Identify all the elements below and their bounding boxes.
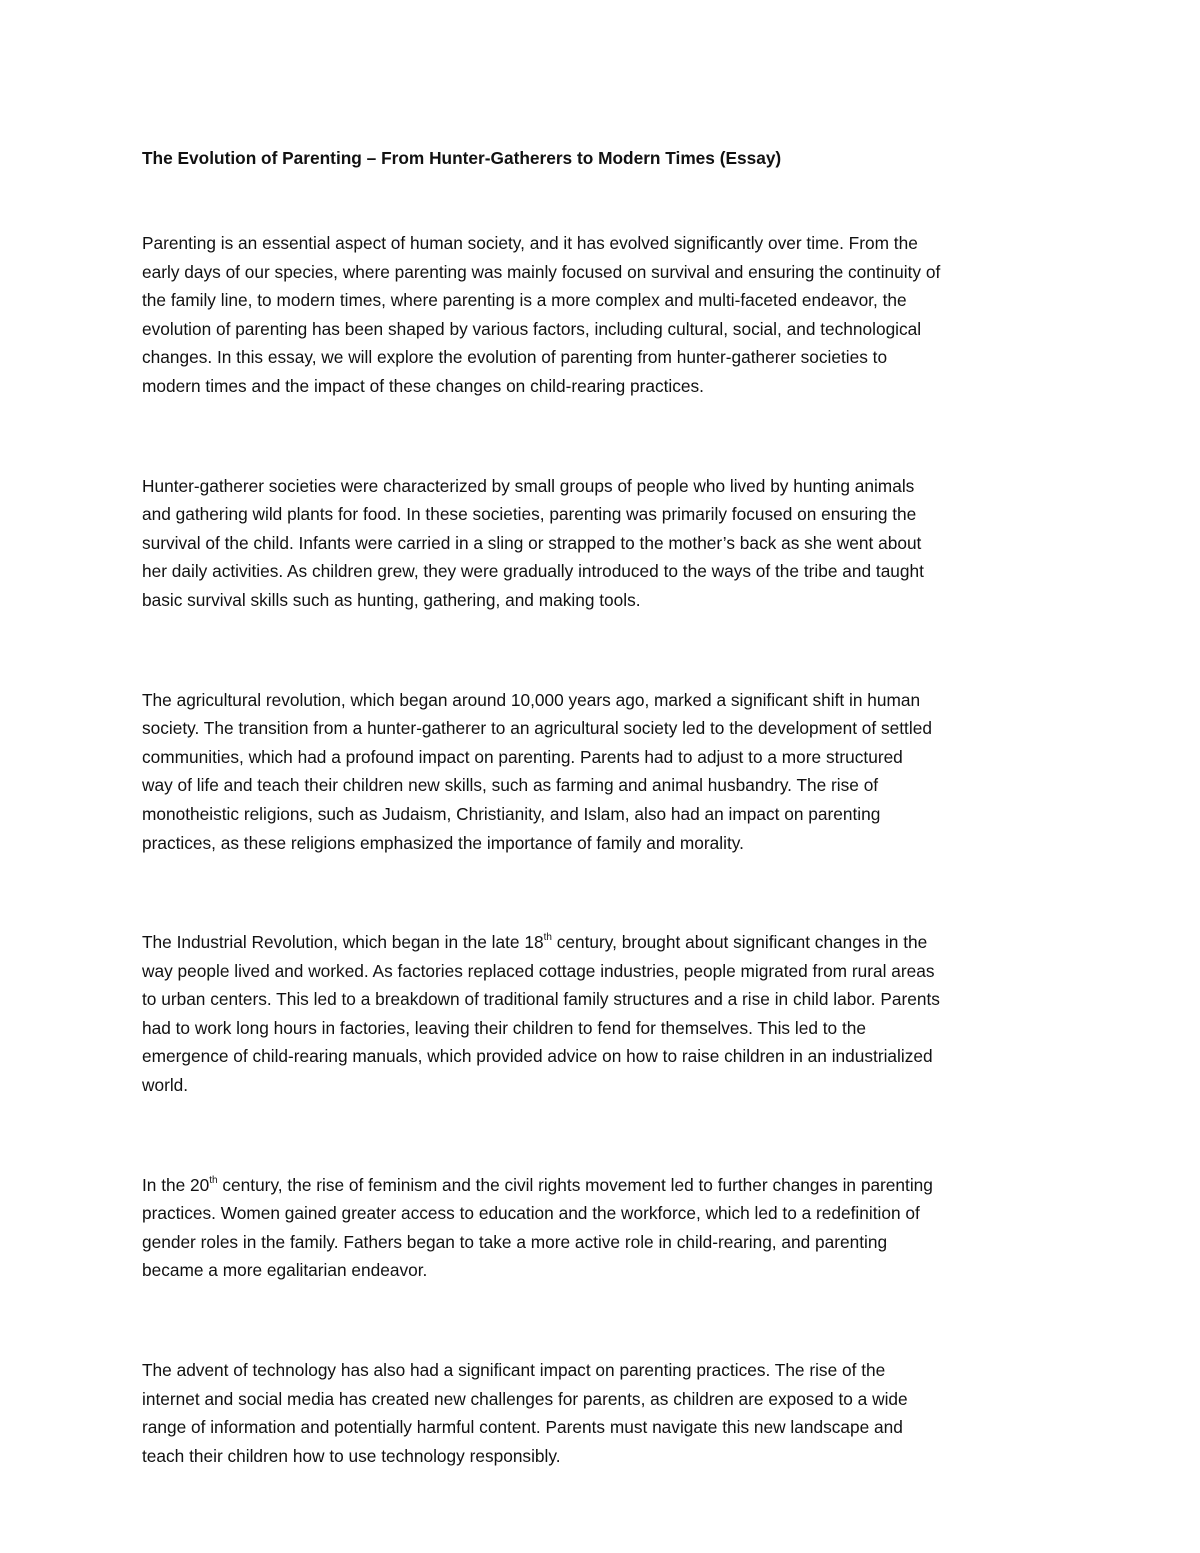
ordinal-superscript: th [543,932,552,944]
essay-paragraph [142,1356,1072,1470]
paragraph-line: and gathering wild plants for food. In these societies, parenting was primarily focused on ensuring the [142,504,917,525]
ordinal-superscript: th [209,1174,218,1186]
line-text-after-superscript: century, the rise of feminism and the civil rights movement led to further changes in parenting [217,1174,933,1195]
paragraph-line: practices, as these religions emphasized the importance of family and morality. [142,832,744,853]
paragraph-line [142,1171,1072,1200]
paragraph-line: monotheistic religions, such as Judaism, Christianity, and Islam, also had an impact on parenting [142,803,881,824]
document-title: The Evolution of Parenting – From Hunter-Gatherers to Modern Times (Essay) [142,148,782,168]
paragraph-line: emergence of child-rearing manuals, which provided advice on how to raise children in an industrialized [142,1046,933,1067]
paragraph-line: world. [142,1075,189,1096]
paragraph-line: way of life and teach their children new skills, such as farming and animal husbandry. The rise of [142,775,879,796]
paragraph-line: early days of our species, where parenting was mainly focused on survival and ensuring the continuity of [142,261,941,282]
paragraph-line: the family line, to modern times, where parenting is a more complex and multi-faceted endeavor, the [142,290,907,311]
paragraph-line: her daily activities. As children grew, they were gradually introduced to the ways of the tribe and taught [142,561,924,582]
document-body [142,144,1072,1470]
paragraph-line [142,928,1072,957]
paragraph-line: teach their children how to use technology responsibly. [142,1445,561,1466]
line-text-before-superscript: In the 20 [142,1174,210,1195]
paragraph-line: changes. In this essay, we will explore the evolution of parenting from hunter-gatherer societies to [142,347,888,368]
essay-paragraph [142,686,1072,858]
paragraph-line: basic survival skills such as hunting, gathering, and making tools. [142,589,641,610]
paragraph-line: internet and social media has created new challenges for parents, as children are exposed to a wide [142,1388,908,1409]
paragraph-list [142,229,1072,1470]
paragraph-line: had to work long hours in factories, leaving their children to fend for themselves. This led to the [142,1017,866,1038]
essay-paragraph [142,928,1072,1100]
paragraph-line: became a more egalitarian endeavor. [142,1260,428,1281]
paragraph-line: to urban centers. This led to a breakdown of traditional family structures and a rise in child labor. Parents [142,989,940,1010]
paragraph-line: way people lived and worked. As factories replaced cottage industries, people migrated from rural areas [142,960,935,981]
paragraph-line: gender roles in the family. Fathers began to take a more active role in child-rearing, and parenting [142,1231,888,1252]
essay-paragraph [142,472,1072,615]
paragraph-line: communities, which had a profound impact on parenting. Parents had to adjust to a more structured [142,746,903,767]
paragraph-line: survival of the child. Infants were carried in a sling or strapped to the mother’s back as she went about [142,532,922,553]
paragraph-line: Parenting is an essential aspect of human society, and it has evolved significantly over time. From the [142,233,918,253]
paragraph-line: evolution of parenting has been shaped by various factors, including cultural, social, and technological [142,318,922,339]
line-text-before-superscript: The Industrial Revolution, which began in the late 18 [142,932,544,953]
paragraph-line: Hunter-gatherer societies were characterized by small groups of people who lived by hunting animals [142,475,915,496]
line-text-after-superscript: century, brought about significant changes in the [551,932,928,953]
paragraph-line: modern times and the impact of these changes on child-rearing practices. [142,375,704,396]
paragraph-line: range of information and potentially harmful content. Parents must navigate this new landscape and [142,1417,903,1438]
essay-paragraph [142,229,1072,401]
paragraph-line: society. The transition from a hunter-gatherer to an agricultural society led to the development of settled [142,718,932,739]
paragraph-line: The agricultural revolution, which began around 10,000 years ago, marked a significant shift in human [142,689,921,710]
essay-paragraph [142,1171,1072,1285]
paragraph-line: The advent of technology has also had a significant impact on parenting practices. The rise of the [142,1360,886,1381]
paragraph-line: practices. Women gained greater access to education and the workforce, which led to a redefinition of [142,1203,920,1224]
